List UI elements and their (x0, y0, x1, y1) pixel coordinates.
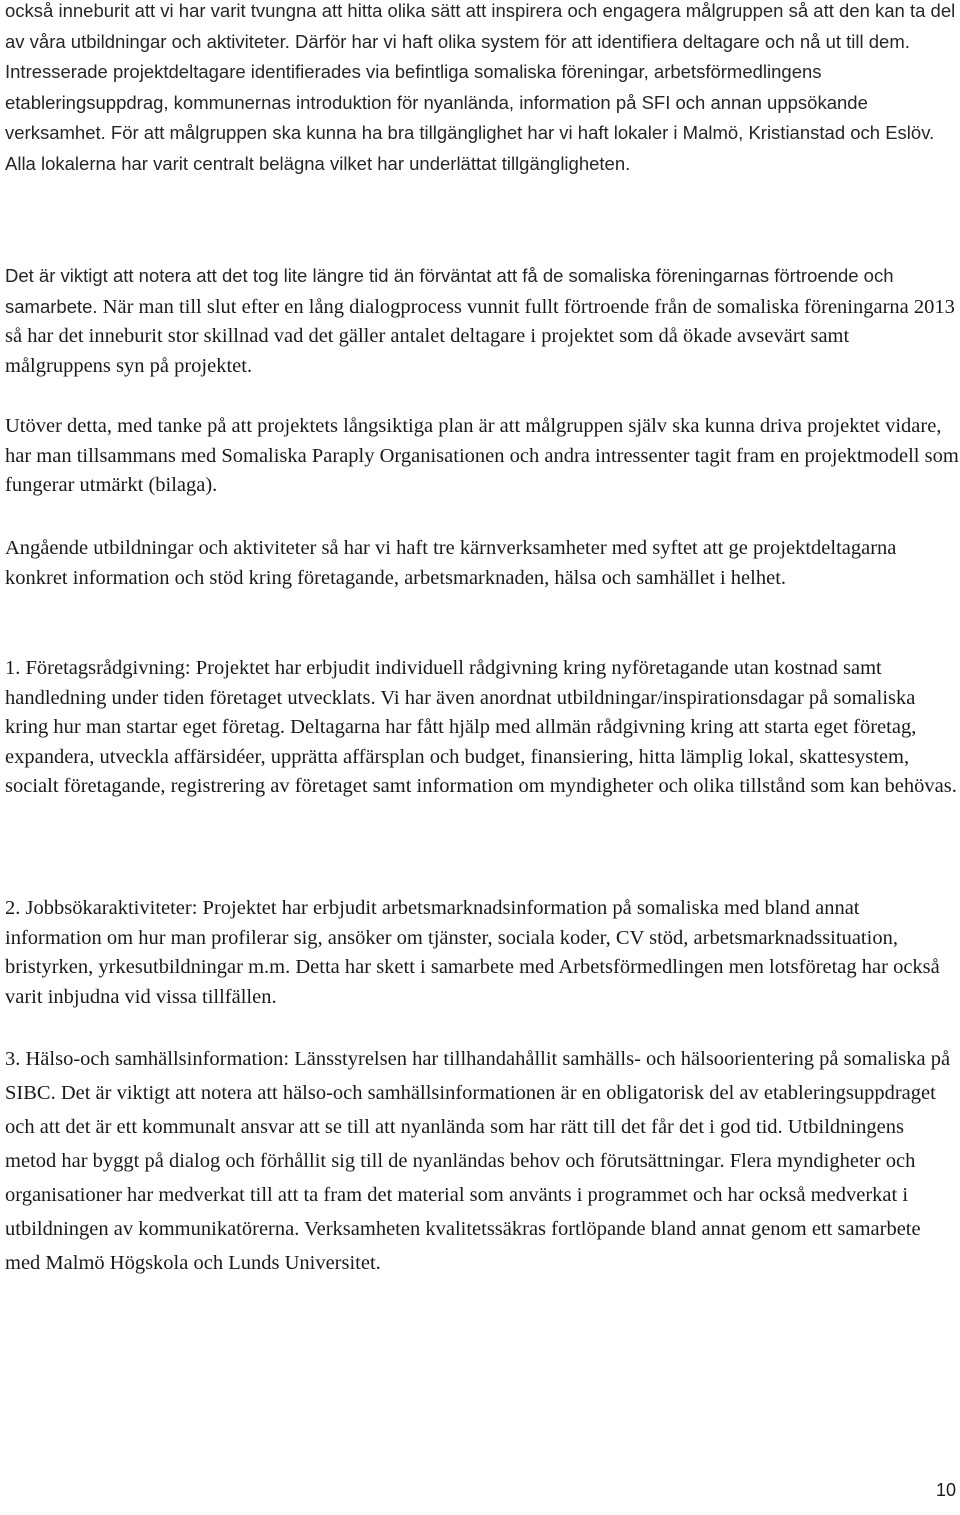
paragraph-text: Utöver detta, med tanke på att projektets långsiktiga plan är att målgruppen själv ska kunna driva projektet vidare, har man tillsammans med Somaliska Paraply Organisationen och andra intressenter tagit fram en projektmodell som fungerar utmärkt (bilaga). (5, 415, 959, 496)
paragraph-target-group-outreach (5, 0, 960, 179)
paragraph-trust-building (5, 261, 960, 381)
page-number: 10 (935, 1480, 956, 1500)
paragraph-core-activities-intro (5, 534, 960, 593)
paragraph-text: När man till slut efter en lång dialogprocess vunnit fullt förtroende från de somaliska föreningarna 2013 så har det inneburit stor skillnad vad det gäller antalet deltagare i projektet som då ökade avsevärt samt målgruppens syn på projektet. (5, 295, 955, 377)
paragraph-text: Det är viktigt att notera att det tog lite längre tid än förväntat att få de somaliska föreningarnas förtroende och samarbete. (5, 265, 894, 317)
paragraph-text: 1. Företagsrådgivning: Projektet har erbjudit individuell rådgivning kring nyföretagande utan kostnad samt handledning under tiden företaget utvecklats. Vi har även anordnat utbildningar/inspirationsdagar på somaliska kring hur man startar eget företag. Deltagarna har fått hjälp med allmän rådgivning kring att starta eget företag, expandera, utveckla affärsidéer, upprätta affärsplan och budget, finansiering, hitta lämplig lokal, skattesystem, socialt företagande, registrering av företaget samt information om myndigheter och olika tillstånd som kan behövas. (5, 657, 957, 797)
paragraph-text: 2. Jobbsökaraktiviteter: Projektet har erbjudit arbetsmarknadsinformation på somaliska med bland annat information om hur man profilerar sig, ansöker om tjänster, sociala koder, CV stöd, arbetsmarknadssituation, bristyrken, yrkesutbildningar m.m. Detta har skett i samarbete med Arbetsförmedlingen men lotsföretag har också varit inbjudna vid vissa tillfällen. (5, 897, 940, 1008)
list-item-business-advice (5, 654, 960, 802)
list-item-health-society-information (5, 1042, 960, 1280)
paragraph-text: 3. Hälso-och samhällsinformation: Länsstyrelsen har tillhandahållit samhälls- och hälsoorientering på somaliska på SIBC. Det är viktigt att notera att hälso-och samhällsinformationen är en obligatorisk del av etableringsuppdraget och att det är ett kommunalt ansvar att se till att nyanlända som har rätt till det får det i god tid. Utbildningens metod har byggt på dialog och förhållit sig till de nyanländas behov och förutsättningar. Flera myndigheter och organisationer har medverkat till att ta fram det material som använts i programmet och har också medverkat i utbildningen av kommunikatörerna. Verksamheten kvalitetssäkras fortlöpande bland annat genom ett samarbete med Malmö Högskola och Lunds Universitet. (5, 1048, 951, 1274)
paragraph-text: Angående utbildningar och aktiviteter så har vi haft tre kärnverksamheter med syftet att ge projektdeltagarna konkret information och stöd kring företagande, arbetsmarknaden, hälsa och samhället i helhet. (5, 537, 897, 589)
paragraph-project-model (5, 412, 960, 501)
paragraph-text: också inneburit att vi har varit tvungna att hitta olika sätt att inspirera och engagera målgruppen så att den kan ta del av våra utbildningar och aktiviteter. Därför har vi haft olika system för att identifiera deltagare och nå ut till dem. Intresserade projektdeltagare identifierades via befintliga somaliska föreningar, arbetsförmedlingens etableringsuppdrag, kommunernas introduktion för nyanlända, information på SFI och annan uppsökande verksamhet. För att målgruppen ska kunna ha bra tillgänglighet har vi haft lokaler i Malmö, Kristianstad och Eslöv. Alla lokalerna har varit centralt belägna vilket har underlättat tillgängligheten. (5, 0, 956, 174)
list-item-job-seeking-activities (5, 894, 960, 1012)
